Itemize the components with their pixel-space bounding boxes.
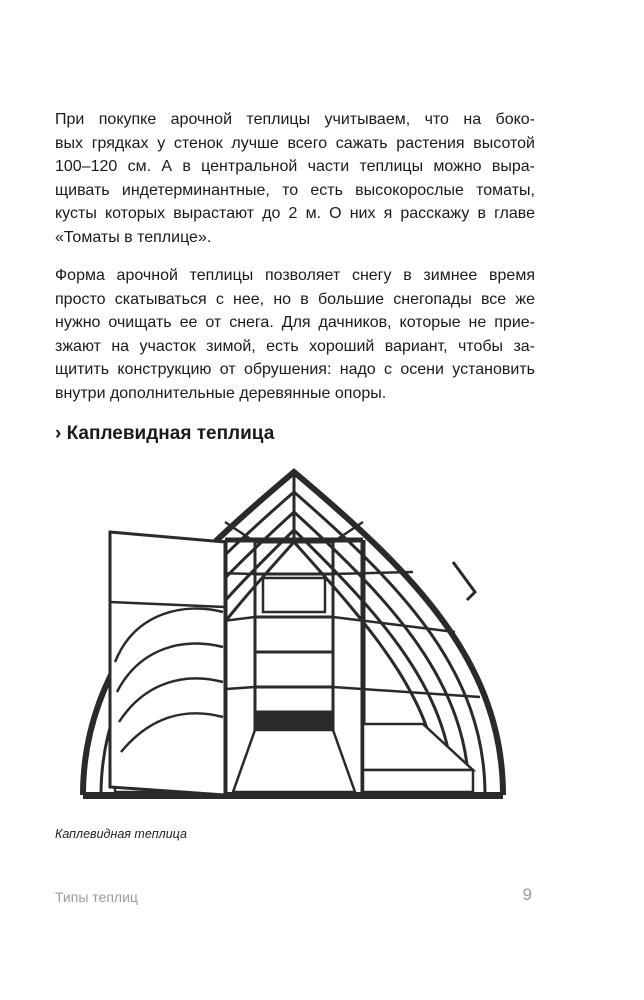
paragraph-line: нужно очищать ее от снега. Для дачников, которые не прие- bbox=[55, 314, 535, 331]
running-footer-title: Типы теплиц bbox=[55, 889, 138, 905]
paragraph-line: внутри дополнительные деревянные опоры. bbox=[55, 384, 387, 402]
section-heading: › Каплевидная теплица bbox=[55, 423, 275, 444]
paragraph-line: При покупке арочной теплицы учитываем, что на боко- bbox=[55, 111, 535, 128]
paragraph-line: щитить конструкцию от обрушения: надо с осени установить bbox=[55, 361, 535, 378]
page-number: 9 bbox=[522, 885, 532, 904]
paragraph-line: 100–120 см. А в центральной части теплицы можно выра- bbox=[55, 158, 535, 175]
paragraph-1 bbox=[55, 108, 535, 249]
paragraph-line: вых грядках у стенок лучше всего сажать растения высотой bbox=[55, 134, 535, 152]
paragraph-line: кусты которых вырастают до 2 м. О них я расскажу в главе bbox=[55, 205, 535, 222]
figure-caption: Каплевидная теплица bbox=[55, 827, 187, 841]
paragraph-line: «Томаты в теплице». bbox=[55, 228, 212, 246]
open-door bbox=[110, 532, 225, 795]
paragraph-line: Форма арочной теплицы позволяет снегу в зимнее время bbox=[55, 267, 535, 284]
paragraph-line: просто скатываться с нее, но в большие снегопады все же bbox=[55, 290, 535, 308]
paragraph-line: зжают на участок зимой, есть хороший вариант, чтобы за- bbox=[55, 337, 535, 355]
back-wall bbox=[255, 542, 333, 730]
paragraph-2 bbox=[55, 264, 535, 405]
greenhouse-illustration bbox=[55, 462, 525, 812]
paragraph-line: щивать индетерминантные, то есть высокорослые томаты, bbox=[55, 181, 535, 199]
